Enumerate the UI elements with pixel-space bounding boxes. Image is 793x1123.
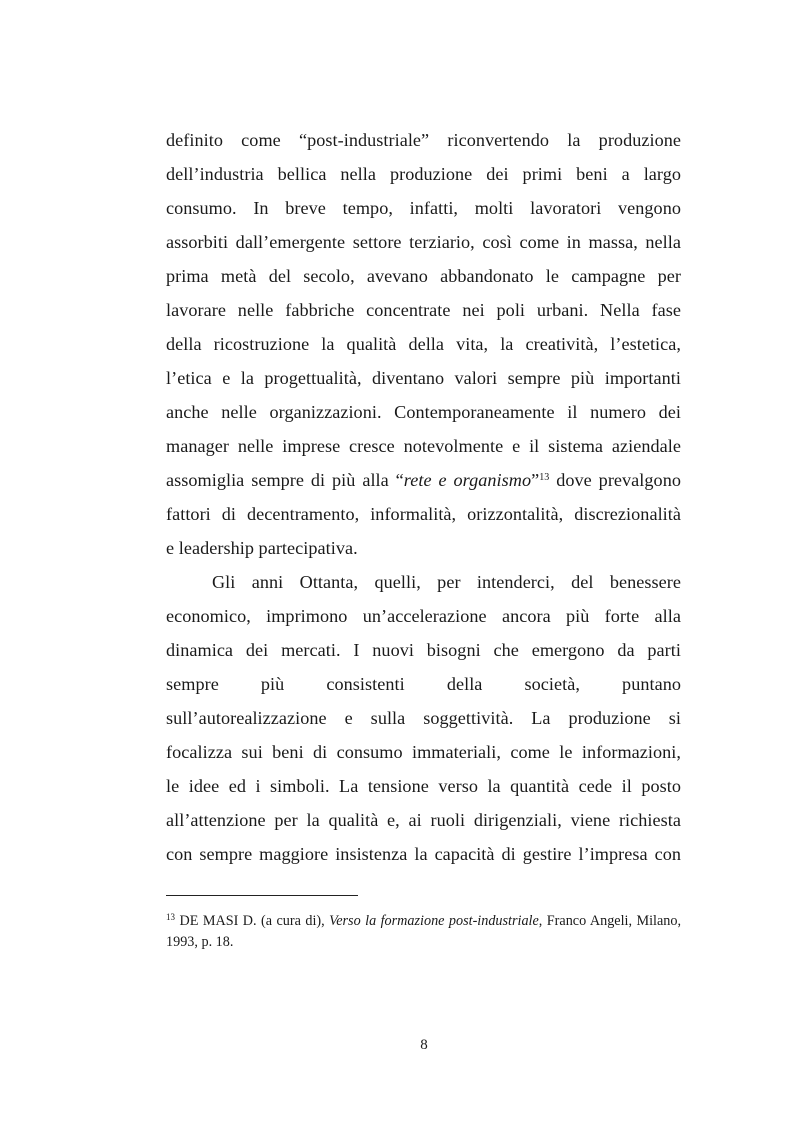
body-text-line-with-footnote: [166, 468, 681, 492]
body-text-line: della ricostruzione la qualità della vita, la creatività, l’estetica,: [166, 334, 681, 354]
footnote-reference[interactable]: 13: [539, 472, 550, 483]
body-text-line: definito come “post-industriale” riconvertendo la produzione: [166, 130, 681, 150]
body-text-line: anche nelle organizzazioni. Contemporaneamente il numero dei: [166, 402, 681, 422]
footnote-author: DE MASI D. (a cura di),: [175, 913, 330, 929]
footnote-title: Verso la formazione post-industriale: [329, 913, 539, 929]
body-text-line: assorbiti dall’emergente settore terziario, così come in massa, nella: [166, 232, 681, 252]
text-run: dove prevalgono: [549, 470, 681, 490]
body-text-line: prima metà del secolo, avevano abbandonato le campagne per: [166, 266, 681, 286]
body-text-line: consumo. In breve tempo, infatti, molti lavoratori vengono: [166, 198, 681, 218]
body-text-line: e leadership partecipativa.: [166, 538, 358, 558]
body-text-line: con sempre maggiore insistenza la capacità di gestire l’impresa con: [166, 844, 681, 864]
body-text-line: manager nelle imprese cresce notevolmente e il sistema aziendale: [166, 436, 681, 456]
body-text-line: l’etica e la progettualità, diventano valori sempre più importanti: [166, 368, 681, 388]
body-text-line: lavorare nelle fabbriche concentrate nei poli urbani. Nella fase: [166, 300, 681, 320]
body-text-line: economico, imprimono un’accelerazione ancora più forte alla: [166, 606, 681, 626]
italic-term: rete e organismo: [403, 470, 532, 490]
footnote-number: 13: [166, 912, 175, 922]
body-text-line: le idee ed i simboli. La tensione verso la quantità cede il posto: [166, 776, 681, 796]
body-text-line: fattori di decentramento, informalità, orizzontalità, discrezionalità: [166, 504, 681, 524]
text-run: assomiglia sempre di più alla “: [166, 470, 404, 490]
body-text-line: all’attenzione per la qualità e, ai ruoli dirigenziali, viene richiesta: [166, 810, 681, 830]
body-text-line: sull’autorealizzazione e sulla soggettività. La produzione si: [166, 708, 681, 728]
footnote-separator: [166, 895, 358, 896]
footnote-publisher: , Franco Angeli, Milano,: [538, 913, 682, 929]
text-run: ”: [531, 470, 540, 490]
footnote-line: 1993, p. 18.: [166, 934, 234, 950]
footnote-line: [166, 911, 681, 931]
body-text-line: focalizza sui beni di consumo immateriali, come le informazioni,: [166, 742, 681, 762]
page-number: 8: [420, 1037, 428, 1053]
body-text-line: dinamica dei mercati. I nuovi bisogni che emergono da parti: [166, 640, 681, 660]
body-text-line: dell’industria bellica nella produzione dei primi beni a largo: [166, 164, 681, 184]
body-text-line: sempre più consistenti della società, puntano: [166, 674, 681, 694]
body-text-line: Gli anni Ottanta, quelli, per intenderci, del benessere: [212, 572, 681, 592]
